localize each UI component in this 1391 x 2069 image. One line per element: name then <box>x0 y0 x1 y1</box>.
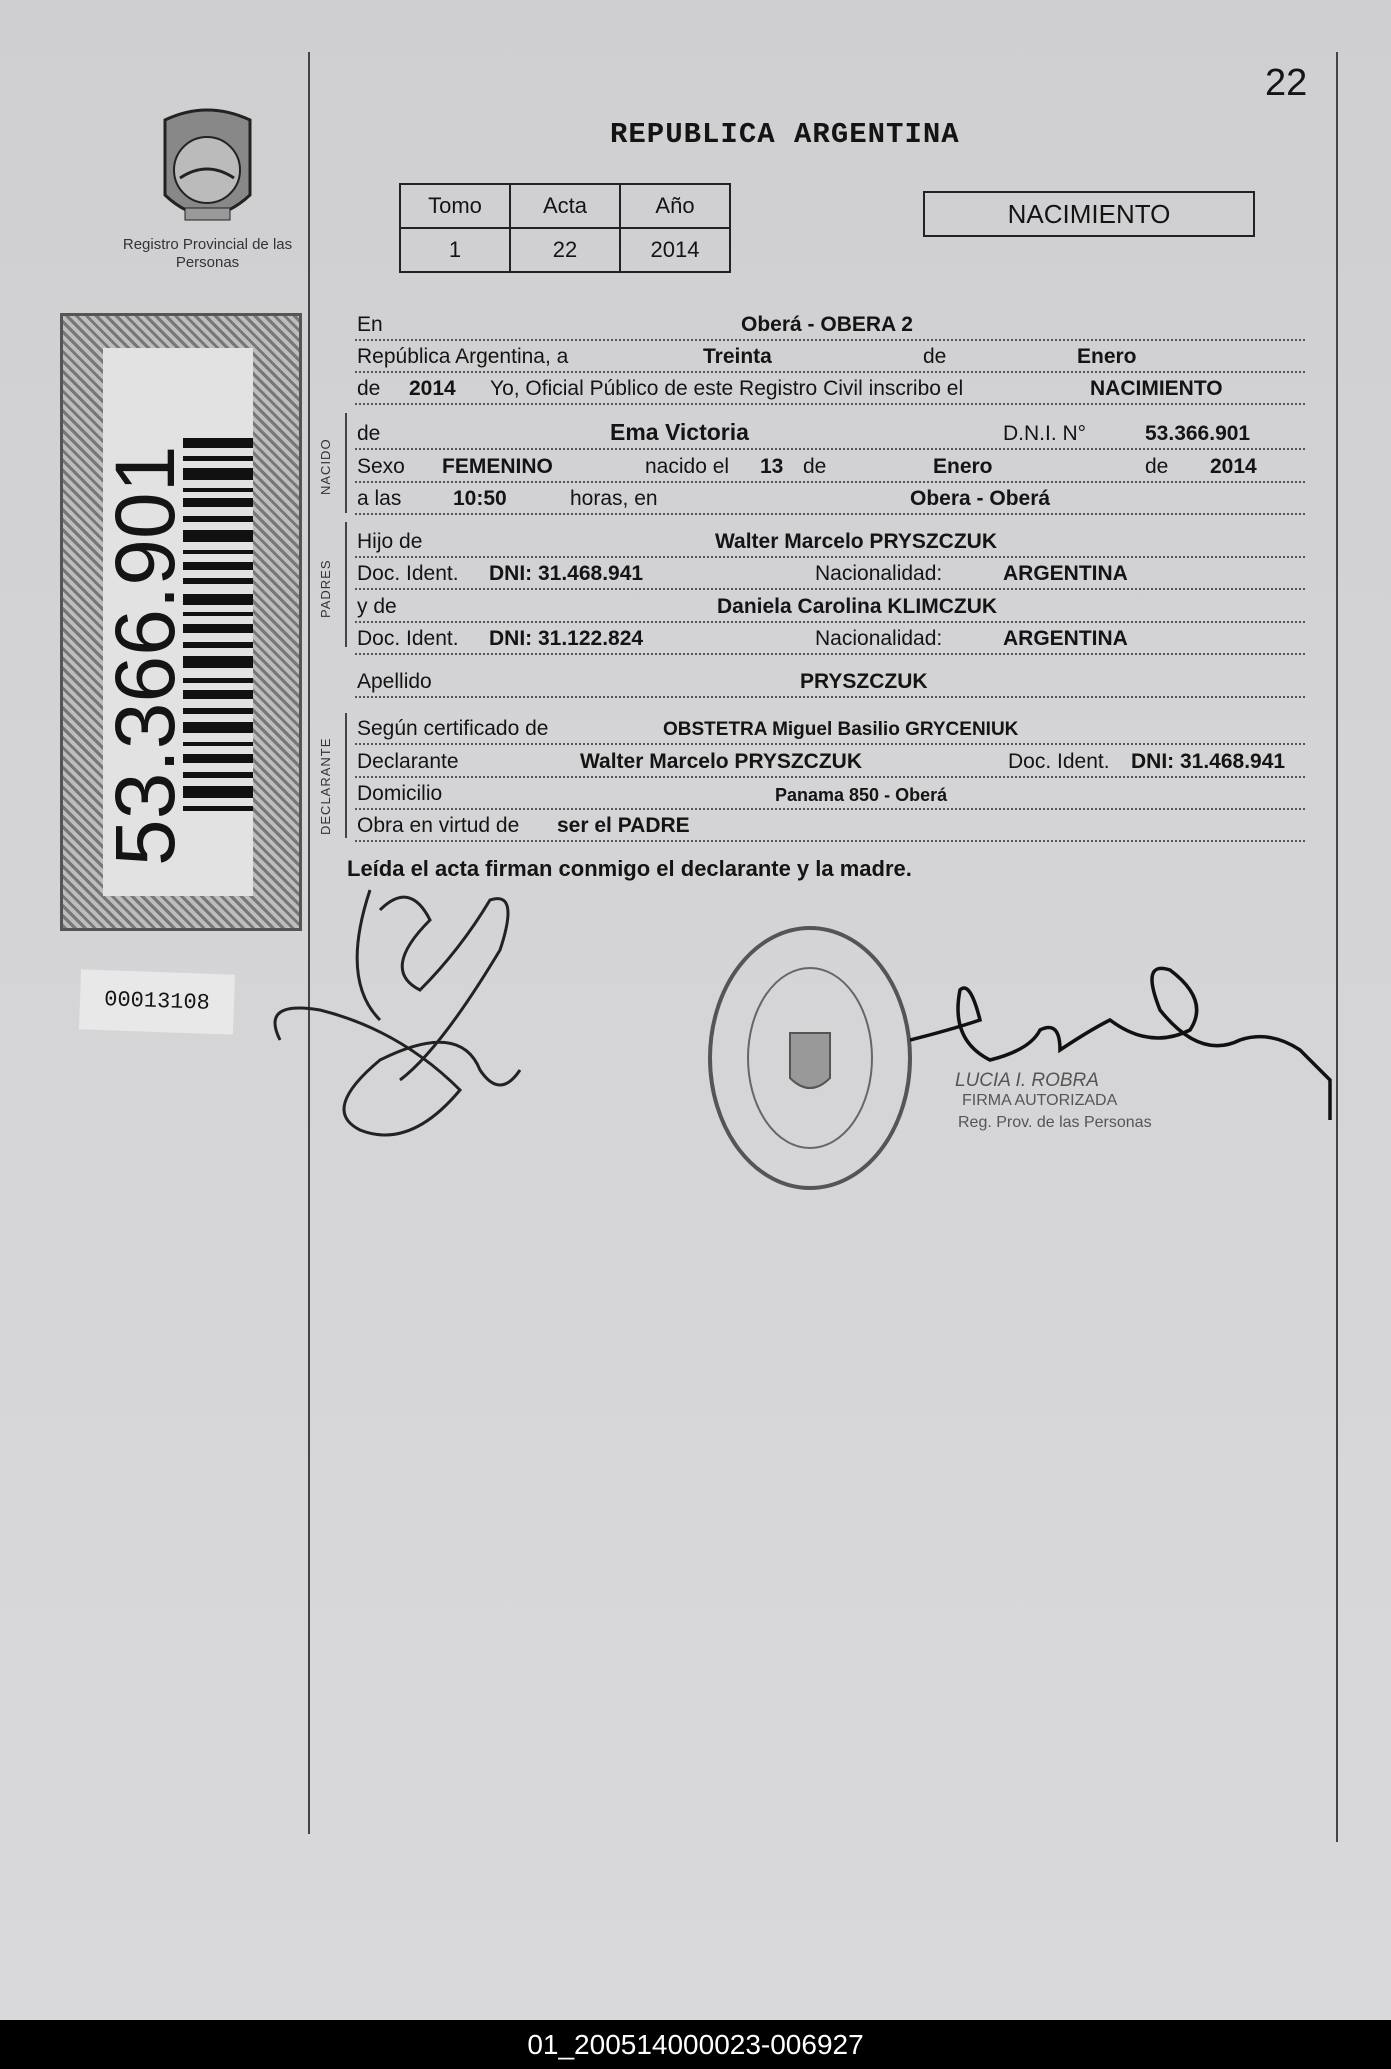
padre-doc-label: Doc. Ident. <box>357 562 459 585</box>
table-value-anio: 2014 <box>620 228 730 272</box>
obra-value: ser el PADRE <box>557 814 690 837</box>
nacido-line-nombre <box>355 419 1305 450</box>
en-value: Oberá - OBERA 2 <box>741 313 913 336</box>
closing-text: Leída el acta firman conmigo el declarante y la madre. <box>347 856 912 881</box>
hora-value: 10:50 <box>453 487 507 510</box>
barcode-label <box>60 313 302 931</box>
act-line-fecha <box>355 345 1305 373</box>
decl-doc-value: DNI: 31.468.941 <box>1131 750 1286 773</box>
hora-label: a las <box>357 487 402 510</box>
madre-doc-value: DNI: 31.122.824 <box>489 627 644 650</box>
tipo-value: NACIMIENTO <box>1090 377 1223 400</box>
madre-value: Daniela Carolina KLIMCZUK <box>717 595 998 618</box>
nacido-el-label: nacido el <box>645 455 730 478</box>
anio-acta-value: 2014 <box>409 377 456 400</box>
declarante-line-decl <box>355 750 1305 778</box>
de-label-anio: de <box>357 377 381 400</box>
dia-acta-value: Treinta <box>703 345 772 368</box>
mes-acta-value: Enero <box>1077 345 1137 368</box>
padre-doc-value: DNI: 31.468.941 <box>489 562 644 585</box>
provincial-logo <box>150 100 265 235</box>
decl-doc-label: Doc. Ident. <box>1008 750 1110 773</box>
nombre-value: Ema Victoria <box>610 419 749 445</box>
authorized-org: Reg. Prov. de las Personas <box>958 1114 1152 1131</box>
declarante-line-cert <box>355 717 1305 745</box>
de-label: de <box>923 345 947 368</box>
section-label-padres: PADRES <box>318 559 333 618</box>
cert-value: OBSTETRA Miguel Basilio GRYCENIUK <box>663 719 1019 740</box>
serial-stamp: 00013108 <box>79 969 235 1034</box>
declarante-line-dom <box>355 782 1305 810</box>
footer-id: 01_200514000023-006927 <box>0 2020 1391 2069</box>
page-number: 22 <box>1265 62 1308 104</box>
oficial-text: Yo, Oficial Público de este Registro Civil inscribo el <box>490 377 964 400</box>
table-header-acta: Acta <box>510 184 620 228</box>
apellido-line <box>355 670 1305 698</box>
padre-nac-label: Nacionalidad: <box>815 562 943 585</box>
nacido-line-sexo <box>355 455 1305 483</box>
official-seal <box>700 918 920 1198</box>
padres-line-padre <box>355 530 1305 558</box>
authorized-name: LUCIA I. ROBRA <box>955 1070 1099 1091</box>
horas-label: horas, en <box>570 487 658 510</box>
nacido-de-label2: de <box>803 455 827 478</box>
apellido-value: PRYSZCZUK <box>800 670 928 693</box>
padre-value: Walter Marcelo PRYSZCZUK <box>715 530 997 553</box>
obra-label: Obra en virtud de <box>357 814 520 837</box>
yde-label: y de <box>357 595 397 618</box>
hijo-label: Hijo de <box>357 530 423 553</box>
table-header-anio: Año <box>620 184 730 228</box>
barcode-number: 53.366.901 <box>98 445 192 866</box>
dni-value: 53.366.901 <box>1145 422 1251 445</box>
registry-logo-label: Registro Provincial de las Personas <box>122 236 293 271</box>
act-line-en <box>355 313 1305 341</box>
record-type-box: NACIMIENTO <box>923 191 1255 237</box>
authorized-role: FIRMA AUTORIZADA <box>962 1092 1118 1109</box>
table-value-acta: 22 <box>510 228 620 272</box>
republica-label: República Argentina, a <box>357 345 569 368</box>
declarant-signature <box>260 870 560 1160</box>
padres-line-madre <box>355 595 1305 623</box>
padres-line-padre-doc <box>355 562 1305 590</box>
dom-label: Domicilio <box>357 782 443 805</box>
sexo-label: Sexo <box>357 455 405 478</box>
section-label-declarante: DECLARANTE <box>318 737 333 835</box>
right-margin-line <box>1336 52 1338 1842</box>
lugar-value: Obera - Oberá <box>910 487 1051 510</box>
table-value-tomo: 1 <box>400 228 510 272</box>
madre-nac-value: ARGENTINA <box>1003 627 1128 650</box>
record-table <box>399 183 731 273</box>
madre-nac-label: Nacionalidad: <box>815 627 943 650</box>
act-line-oficial <box>355 377 1305 405</box>
declarante-line-obra <box>355 814 1305 842</box>
dni-label: D.N.I. N° <box>1003 422 1087 445</box>
padre-nac-value: ARGENTINA <box>1003 562 1128 585</box>
document-title: REPUBLICA ARGENTINA <box>610 118 960 151</box>
nacido-de-label3: de <box>1145 455 1169 478</box>
decl-value: Walter Marcelo PRYSZCZUK <box>580 750 862 773</box>
madre-doc-label: Doc. Ident. <box>357 627 459 650</box>
section-label-nacido: NACIDO <box>318 438 333 495</box>
nacido-line-hora <box>355 487 1305 515</box>
apellido-label: Apellido <box>357 670 432 693</box>
anio-nac-value: 2014 <box>1210 455 1257 478</box>
dia-nac-value: 13 <box>760 455 784 478</box>
cert-label: Según certificado de <box>357 717 549 740</box>
decl-label: Declarante <box>357 750 459 773</box>
sexo-value: FEMENINO <box>442 455 553 478</box>
mes-nac-value: Enero <box>933 455 993 478</box>
nacido-de-label: de <box>357 422 381 445</box>
table-header-tomo: Tomo <box>400 184 510 228</box>
dom-value: Panama 850 - Oberá <box>775 785 948 805</box>
padres-line-madre-doc <box>355 627 1305 655</box>
en-label: En <box>357 313 383 336</box>
